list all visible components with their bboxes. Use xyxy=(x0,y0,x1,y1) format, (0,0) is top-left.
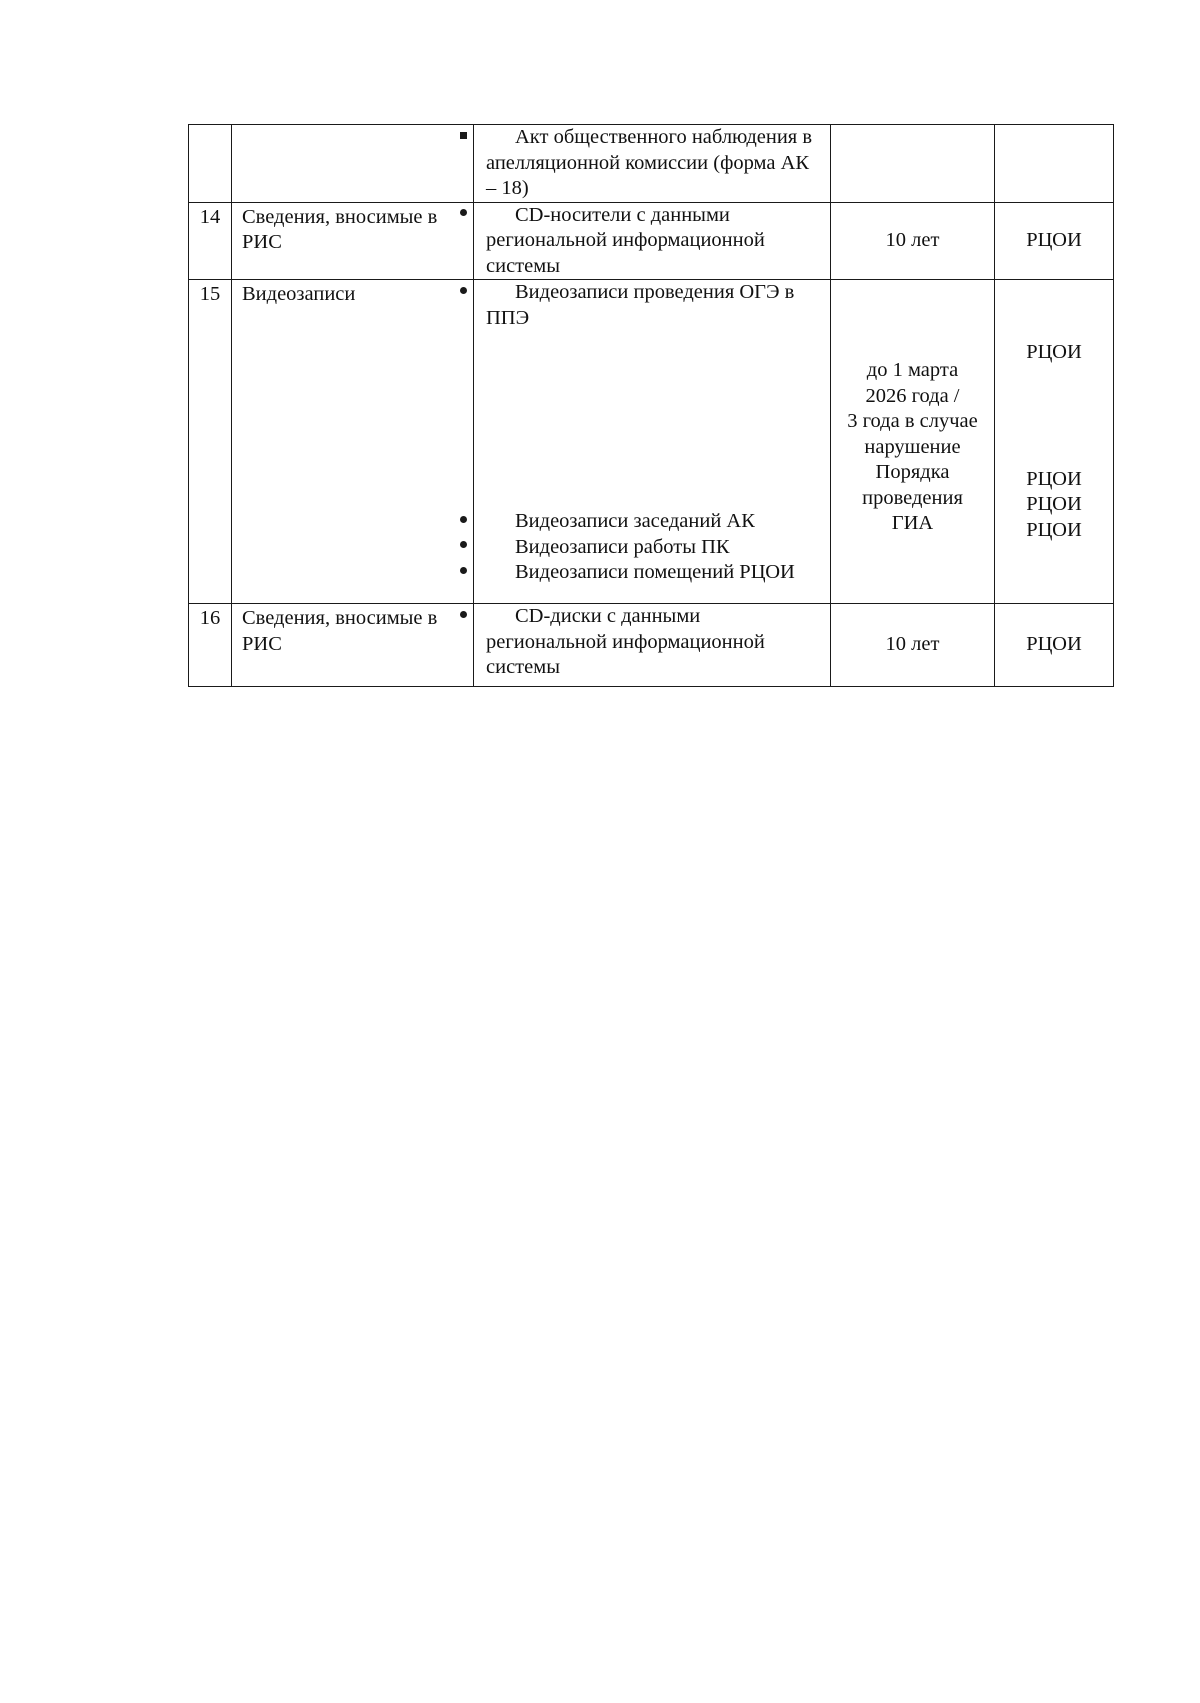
item-text: Акт общественного наблюдения в апелляционной комиссии (форма АК – 18) xyxy=(486,126,813,199)
dot-bullet-icon xyxy=(457,509,486,535)
storage-term-cell: 10 лет xyxy=(831,604,995,687)
items-list xyxy=(486,509,824,586)
table-row xyxy=(189,202,1114,280)
place-line: РЦОИ xyxy=(1026,518,1082,541)
document-items-cell xyxy=(474,280,831,604)
term-line: до 1 марта xyxy=(866,359,959,382)
document-name-cell: Сведения, вносимые в РИС xyxy=(232,604,474,687)
document-items-cell xyxy=(474,604,831,687)
storage-term-cell xyxy=(831,125,995,203)
list-item xyxy=(486,604,824,681)
term-line: ГИА xyxy=(891,512,934,535)
list-item xyxy=(486,509,824,535)
row-number-cell: 16 xyxy=(189,604,232,687)
item-text: Видеозаписи заседаний АК xyxy=(515,510,755,532)
dot-bullet-icon xyxy=(457,560,486,586)
storage-term-cell: 10 лет xyxy=(831,202,995,280)
place-line: РЦОИ xyxy=(1026,493,1082,515)
items-list xyxy=(486,125,824,202)
table-row xyxy=(189,280,1114,604)
list-item xyxy=(486,125,824,202)
item-text: CD-диски с данными региональной информационной системы xyxy=(486,605,765,678)
storage-place-cell: РЦОИ xyxy=(995,604,1114,687)
document-items-cell xyxy=(474,202,831,280)
storage-place-stack xyxy=(1001,340,1107,543)
document-name-cell: Видеозаписи xyxy=(232,280,474,604)
place-line: РЦОИ xyxy=(1026,341,1082,363)
item-text: Видеозаписи проведения ОГЭ в ППЭ xyxy=(486,281,795,329)
document-name-cell: Сведения, вносимые в РИС xyxy=(232,202,474,280)
table-row xyxy=(189,604,1114,687)
dot-bullet-icon xyxy=(457,203,486,229)
term-line: 2026 года / xyxy=(865,384,960,407)
square-bullet-icon xyxy=(457,125,486,151)
term-line: Порядка xyxy=(875,461,950,484)
document-items-cell xyxy=(474,125,831,203)
dot-bullet-icon xyxy=(457,604,486,630)
items-list xyxy=(486,203,824,280)
list-item xyxy=(486,280,824,331)
term-line: 3 года в случае xyxy=(847,410,978,433)
row-number-cell: 15 xyxy=(189,280,232,604)
records-table xyxy=(188,124,1114,687)
row-number-cell: 14 xyxy=(189,202,232,280)
term-line: нарушение xyxy=(864,435,961,458)
item-text: CD-носители с данными региональной информационной системы xyxy=(486,203,765,277)
storage-term-cell xyxy=(831,280,995,604)
row-number-cell xyxy=(189,125,232,203)
items-list xyxy=(486,604,824,681)
list-item xyxy=(486,560,824,586)
storage-place-cell xyxy=(995,280,1114,604)
dot-bullet-icon xyxy=(457,280,486,306)
storage-place-cell: РЦОИ xyxy=(995,202,1114,280)
item-text: Видеозаписи работы ПК xyxy=(515,535,730,558)
list-item xyxy=(486,535,824,561)
place-line: РЦОИ xyxy=(1026,467,1082,490)
term-line: проведения xyxy=(862,486,963,509)
document-name-cell xyxy=(232,125,474,203)
storage-place-cell xyxy=(995,125,1114,203)
items-list xyxy=(486,280,824,331)
item-text: Видеозаписи помещений РЦОИ xyxy=(515,561,795,583)
storage-term-text xyxy=(837,358,988,537)
list-item xyxy=(486,203,824,280)
dot-bullet-icon xyxy=(457,535,486,561)
table-row xyxy=(189,125,1114,203)
